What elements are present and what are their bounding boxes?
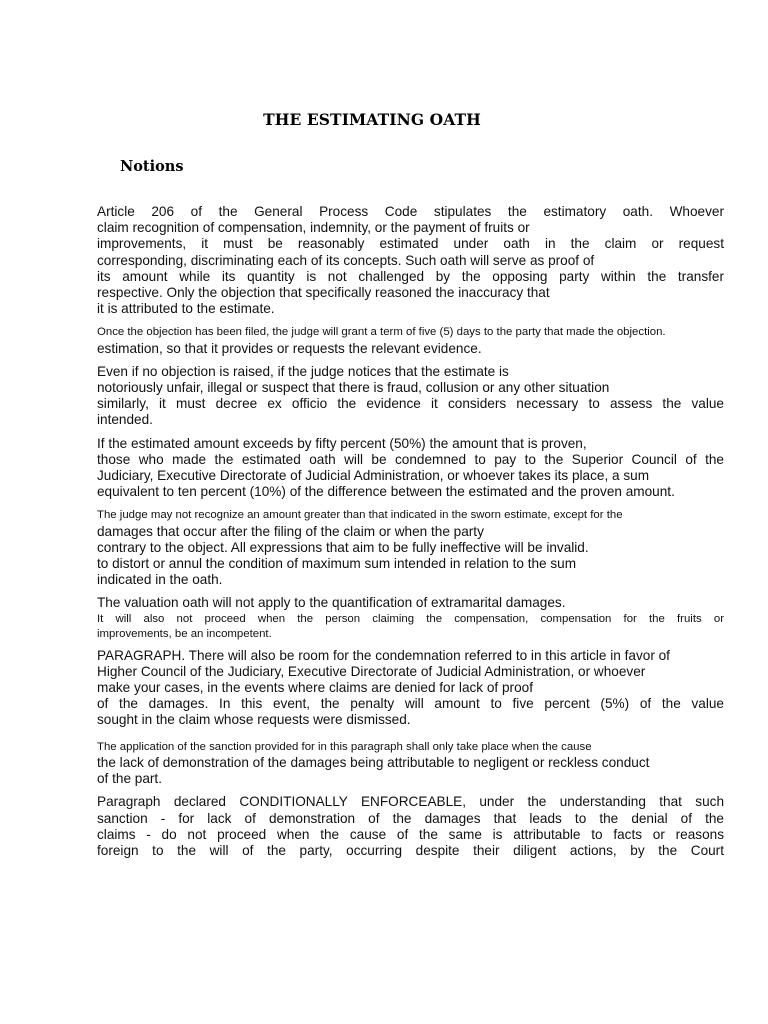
body-paragraph — [97, 739, 724, 788]
paragraph-line: the lack of demonstration of the damages being attributable to negligent or reckless conduct — [97, 754, 650, 770]
paragraph-line: similarly, it must decree ex officio the evidence it considers necessary to assess the value — [97, 396, 724, 412]
paragraph-line: improvements, be an incompetent. — [97, 628, 272, 641]
paragraph-line: The judge may not recognize an amount greater than that indicated in the sworn estimate, except for the — [97, 509, 623, 522]
body-paragraph — [97, 794, 724, 859]
body-paragraph — [97, 204, 724, 317]
paragraph-line: Article 206 of the General Process Code stipulates the estimatory oath. Whoever — [97, 204, 724, 219]
paragraph-spacer — [97, 500, 724, 507]
body-paragraph — [97, 648, 724, 729]
paragraph-line: of the part. — [97, 771, 162, 787]
paragraph-line: It will also not proceed when the person claiming the compensation, compensation for the fruits or — [97, 612, 724, 625]
paragraph-line: The valuation oath will not apply to the quantification of extramarital damages. — [97, 595, 566, 611]
paragraph-line: improvements, it must be reasonably estimated under oath in the claim or request — [97, 236, 724, 252]
paragraph-line: Judiciary, Executive Directorate of Judicial Administration, or whoever takes its place, a sum — [97, 468, 650, 484]
section-heading: Notions — [120, 158, 184, 175]
paragraph-line: Even if no objection is raised, if the judge notices that the estimate is — [97, 363, 509, 379]
paragraph-line: PARAGRAPH. There will also be room for the condemnation referred to in this article in favor of — [97, 647, 670, 663]
paragraph-line: corresponding, discriminating each of its concepts. Such oath will serve as proof of — [97, 252, 595, 268]
document-title: THE ESTIMATING OATH — [263, 110, 481, 129]
paragraph-line: If the estimated amount exceeds by fifty percent (50%) the amount that is proven, — [97, 435, 587, 451]
paragraph-line: sanction - for lack of demonstration of the damages that leads to the denial of the — [97, 810, 724, 826]
document-body — [97, 204, 724, 859]
paragraph-line: make your cases, in the events where claims are denied for lack of proof — [97, 680, 533, 696]
body-paragraph — [97, 436, 724, 501]
paragraph-line: Paragraph declared CONDITIONALLY ENFORCEABLE, under the understanding that such — [97, 794, 724, 810]
paragraph-spacer — [97, 357, 724, 364]
body-paragraph — [97, 324, 724, 356]
body-paragraph — [97, 595, 724, 642]
paragraph-line: notoriously unfair, illegal or suspect that there is fraud, collusion or any other situation — [97, 380, 610, 396]
paragraph-line: foreign to the will of the party, occurring despite their diligent actions, by the Court — [97, 842, 724, 858]
paragraph-spacer — [97, 429, 724, 436]
paragraph-line: it is attributed to the estimate. — [97, 301, 275, 317]
paragraph-line: Higher Council of the Judiciary, Executive Directorate of Judicial Administration, or whoever — [97, 663, 646, 679]
paragraph-line: estimation, so that it provides or requests the relevant evidence. — [97, 340, 482, 356]
paragraph-line: indicated in the oath. — [97, 572, 223, 588]
paragraph-line: sought in the claim whose requests were dismissed. — [97, 712, 411, 728]
paragraph-line: Once the objection has been filed, the judge will grant a term of five (5) days to the party that made the objection. — [97, 326, 666, 339]
paragraph-line: those who made the estimated oath will be condemned to pay to the Superior Council of the — [97, 451, 724, 467]
body-paragraph — [97, 507, 724, 588]
paragraph-spacer — [97, 588, 724, 595]
paragraph-line: claims - do not proceed when the cause of the same is attributable to facts or reasons — [97, 826, 724, 842]
paragraph-line: intended. — [97, 412, 153, 428]
paragraph-spacer — [97, 729, 724, 739]
paragraph-line: claim recognition of compensation, indemnity, or the payment of fruits or — [97, 220, 530, 236]
paragraph-line: contrary to the object. All expressions that aim to be fully ineffective will be invalid. — [97, 539, 589, 555]
paragraph-line: damages that occur after the filing of the claim or when the party — [97, 523, 484, 539]
paragraph-spacer — [97, 787, 724, 794]
paragraph-line: its amount while its quantity is not challenged by the opposing party within the transfer — [97, 268, 724, 284]
paragraph-line: equivalent to ten percent (10%) of the difference between the estimated and the proven amount. — [97, 484, 675, 500]
paragraph-line: of the damages. In this event, the penalty will amount to five percent (5%) of the value — [97, 696, 724, 712]
paragraph-spacer — [97, 317, 724, 324]
paragraph-line: The application of the sanction provided for in this paragraph shall only take place when the cause — [97, 740, 592, 753]
paragraph-line: respective. Only the objection that specifically reasoned the inaccuracy that — [97, 285, 550, 301]
paragraph-line: to distort or annul the condition of maximum sum intended in relation to the sum — [97, 556, 577, 572]
body-paragraph — [97, 364, 724, 429]
